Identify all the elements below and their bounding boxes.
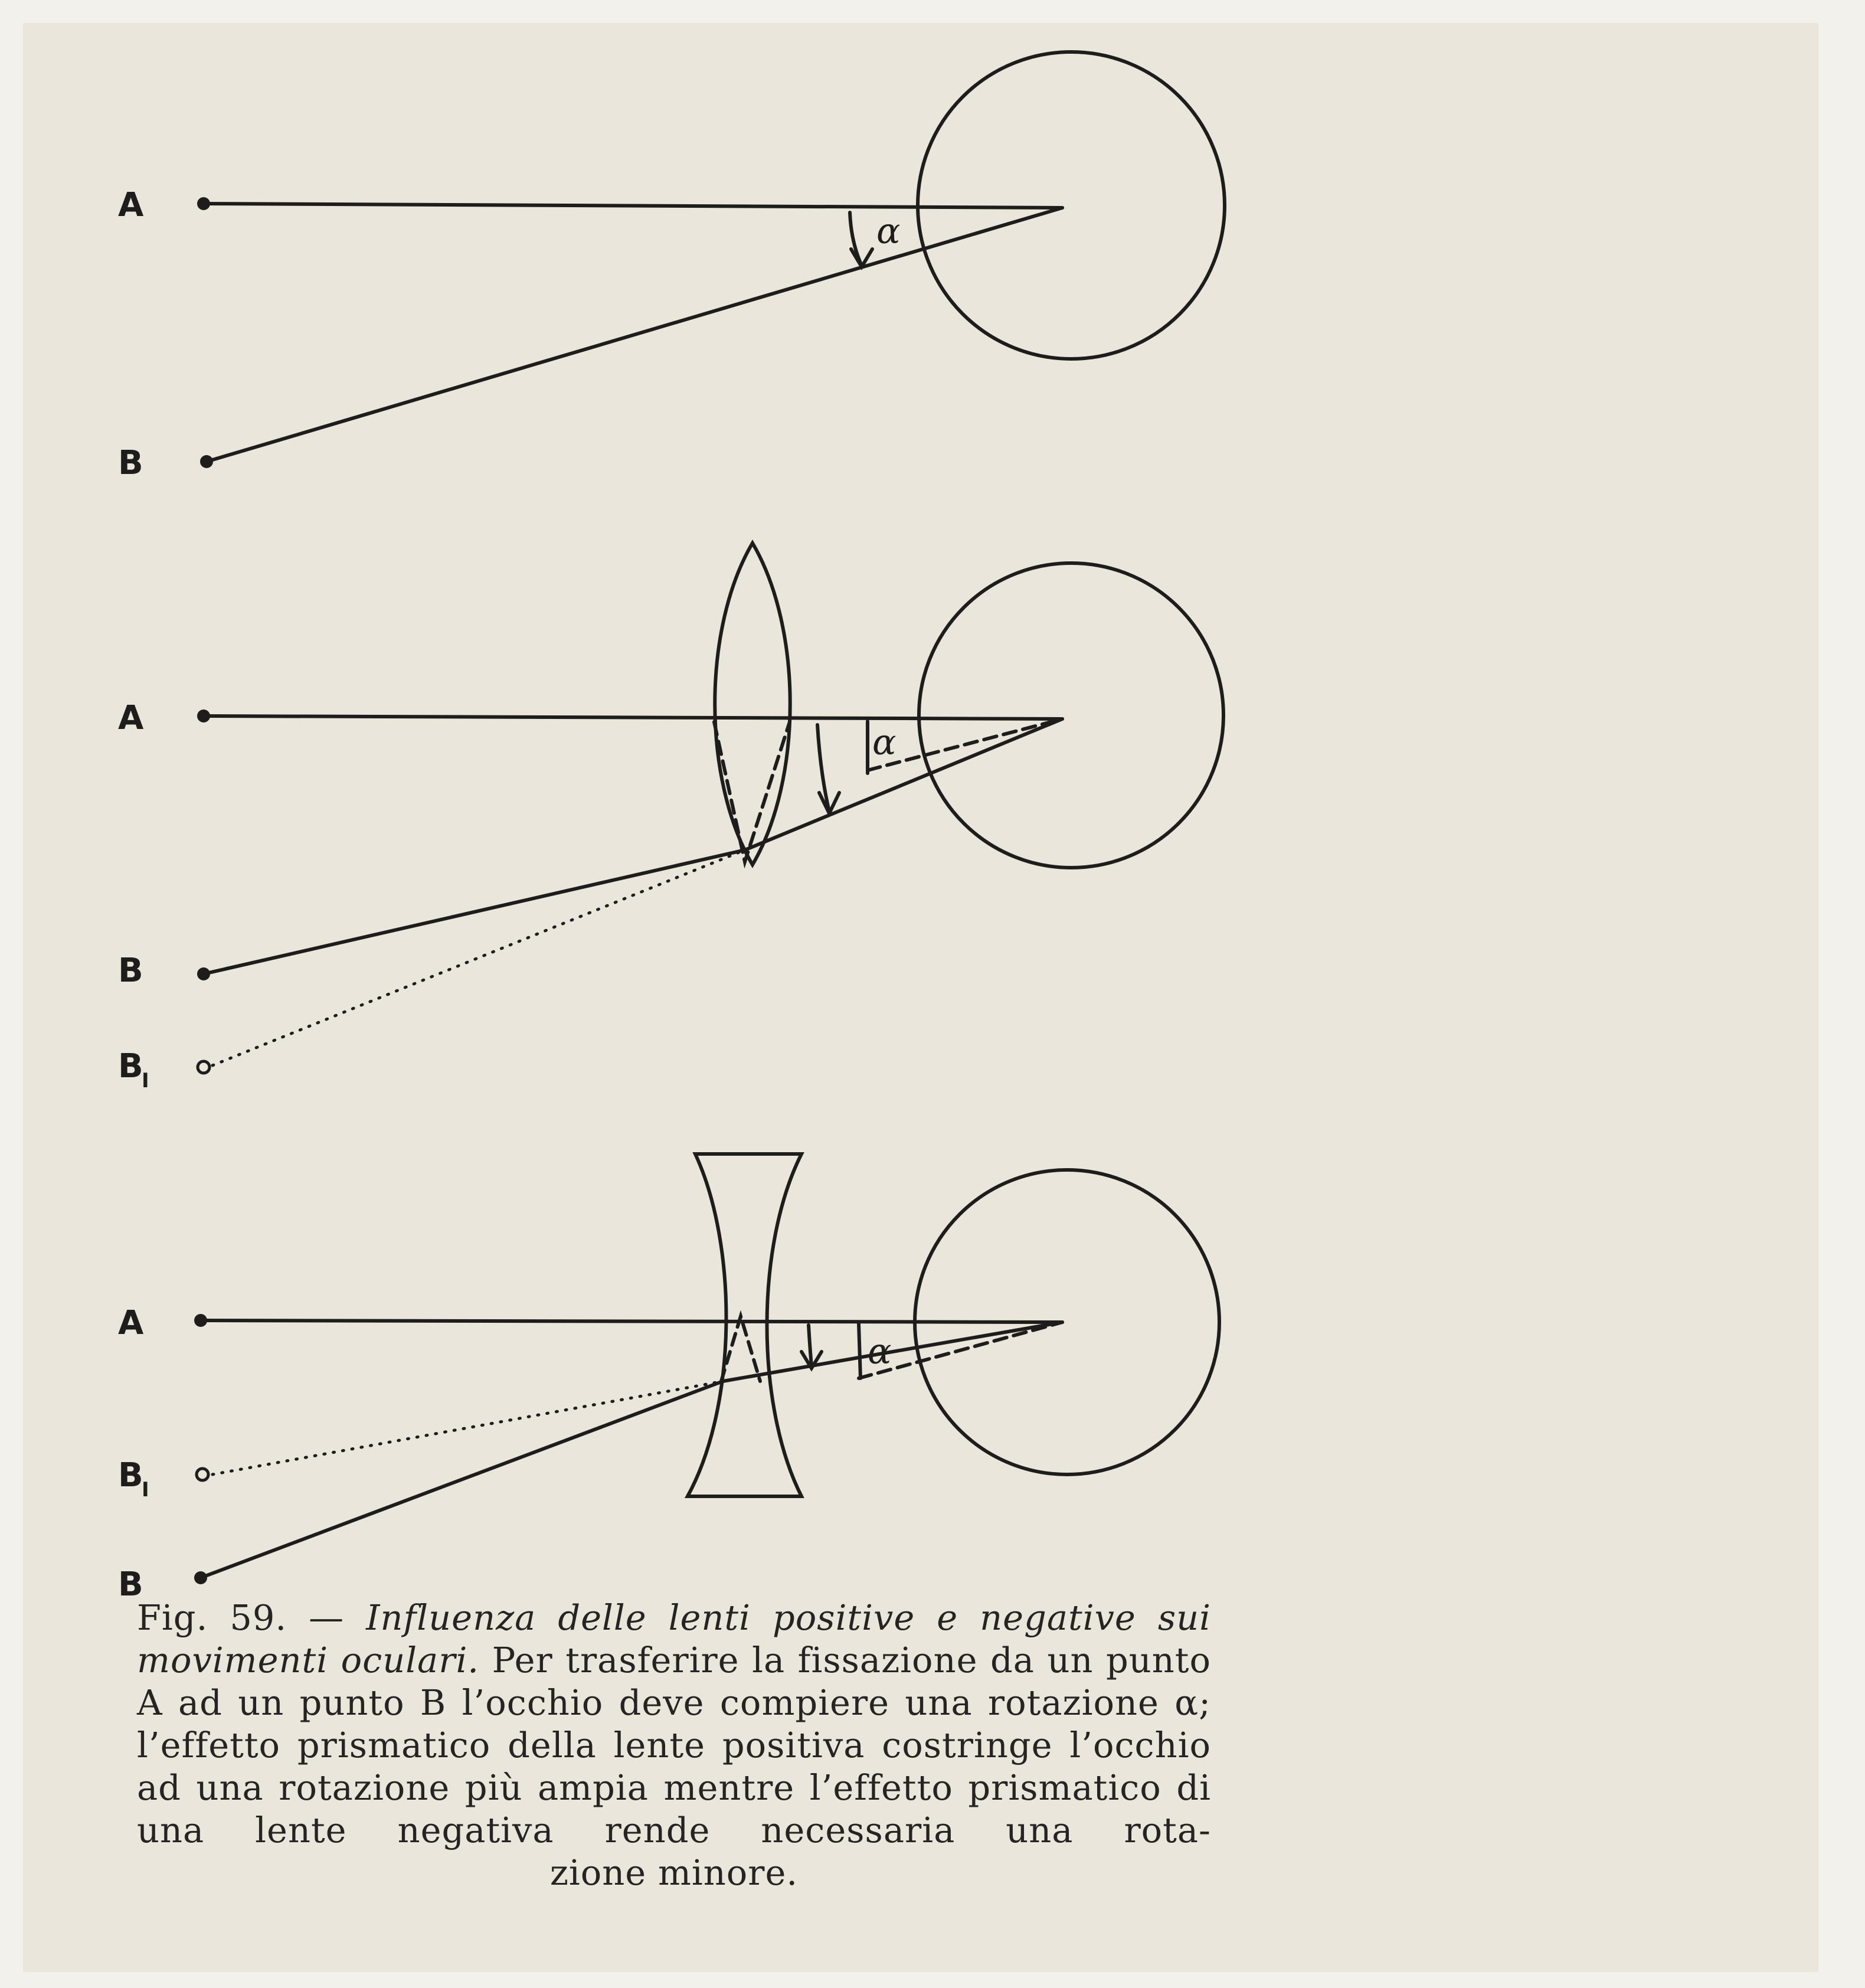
label-a-2: A [118,699,144,737]
caption-title: Influenza delle lenti positive e negative sui movimenti oculari. [137,1597,1211,1680]
label-b1-2: B [118,1047,143,1085]
point-b-3 [194,1571,207,1584]
label-a-3: A [118,1304,144,1342]
alpha-label-2: α [872,722,896,763]
dashed-ray-2 [868,719,1062,770]
label-b1-sub-3: I [142,1478,149,1502]
point-b-1 [200,455,213,468]
label-b1-3: B [118,1456,143,1495]
alpha-bracket-3 [859,1324,860,1378]
label-b1-sub-2: I [142,1069,149,1093]
diagram-no-lens [204,52,1225,462]
caption-last-line: zione minore. [549,1852,799,1893]
point-b1-2 [198,1061,210,1073]
fixation-line-a-2 [204,716,1062,719]
eyeball-2 [919,563,1223,868]
fixation-line-a-1 [204,204,1062,208]
positive-lens [715,543,790,865]
alpha-label-3: α [868,1331,892,1372]
dotted-virtual-ray-2 [212,850,745,1065]
point-a-3 [194,1314,207,1327]
point-a-2 [197,709,210,722]
eyeball-1 [918,52,1225,359]
point-b1-3 [197,1469,208,1480]
diagram-negative-lens [201,1154,1219,1578]
point-b-2 [197,967,210,980]
fixation-line-a-3 [201,1320,1062,1322]
fixation-line-b-3 [201,1381,723,1578]
diagram-positive-lens [204,543,1223,1065]
fixation-line-b-2 [204,850,745,974]
dotted-virtual-ray-3 [212,1381,723,1474]
label-b-1: B [118,444,143,482]
label-a-1: A [118,186,144,224]
label-b-2: B [118,952,143,990]
caption-body: Per trasferire la fissazione da un punto A ad un punto B l’occhio deve compiere una rotazione α; l’effetto prismatico della lente positiva costringe l’occhio ad una rotazione più ampia mentre l’effetto prismatico di una lente negativa rende necessaria una rota- [137,1640,1211,1850]
caption-dash: — [287,1597,367,1638]
figure-caption [137,1597,1211,1894]
rotation-arrowhead-2 [819,793,839,813]
alpha-label-1: α [876,211,901,252]
refracted-ray-3 [723,1322,1062,1381]
refracted-ray-2 [745,719,1062,850]
fixation-line-b-1 [207,208,1062,462]
point-a-1 [197,197,210,210]
rotation-arc-3 [809,1325,812,1366]
figure-number: Fig. 59. [137,1597,287,1638]
label-b-3: B [118,1565,143,1604]
